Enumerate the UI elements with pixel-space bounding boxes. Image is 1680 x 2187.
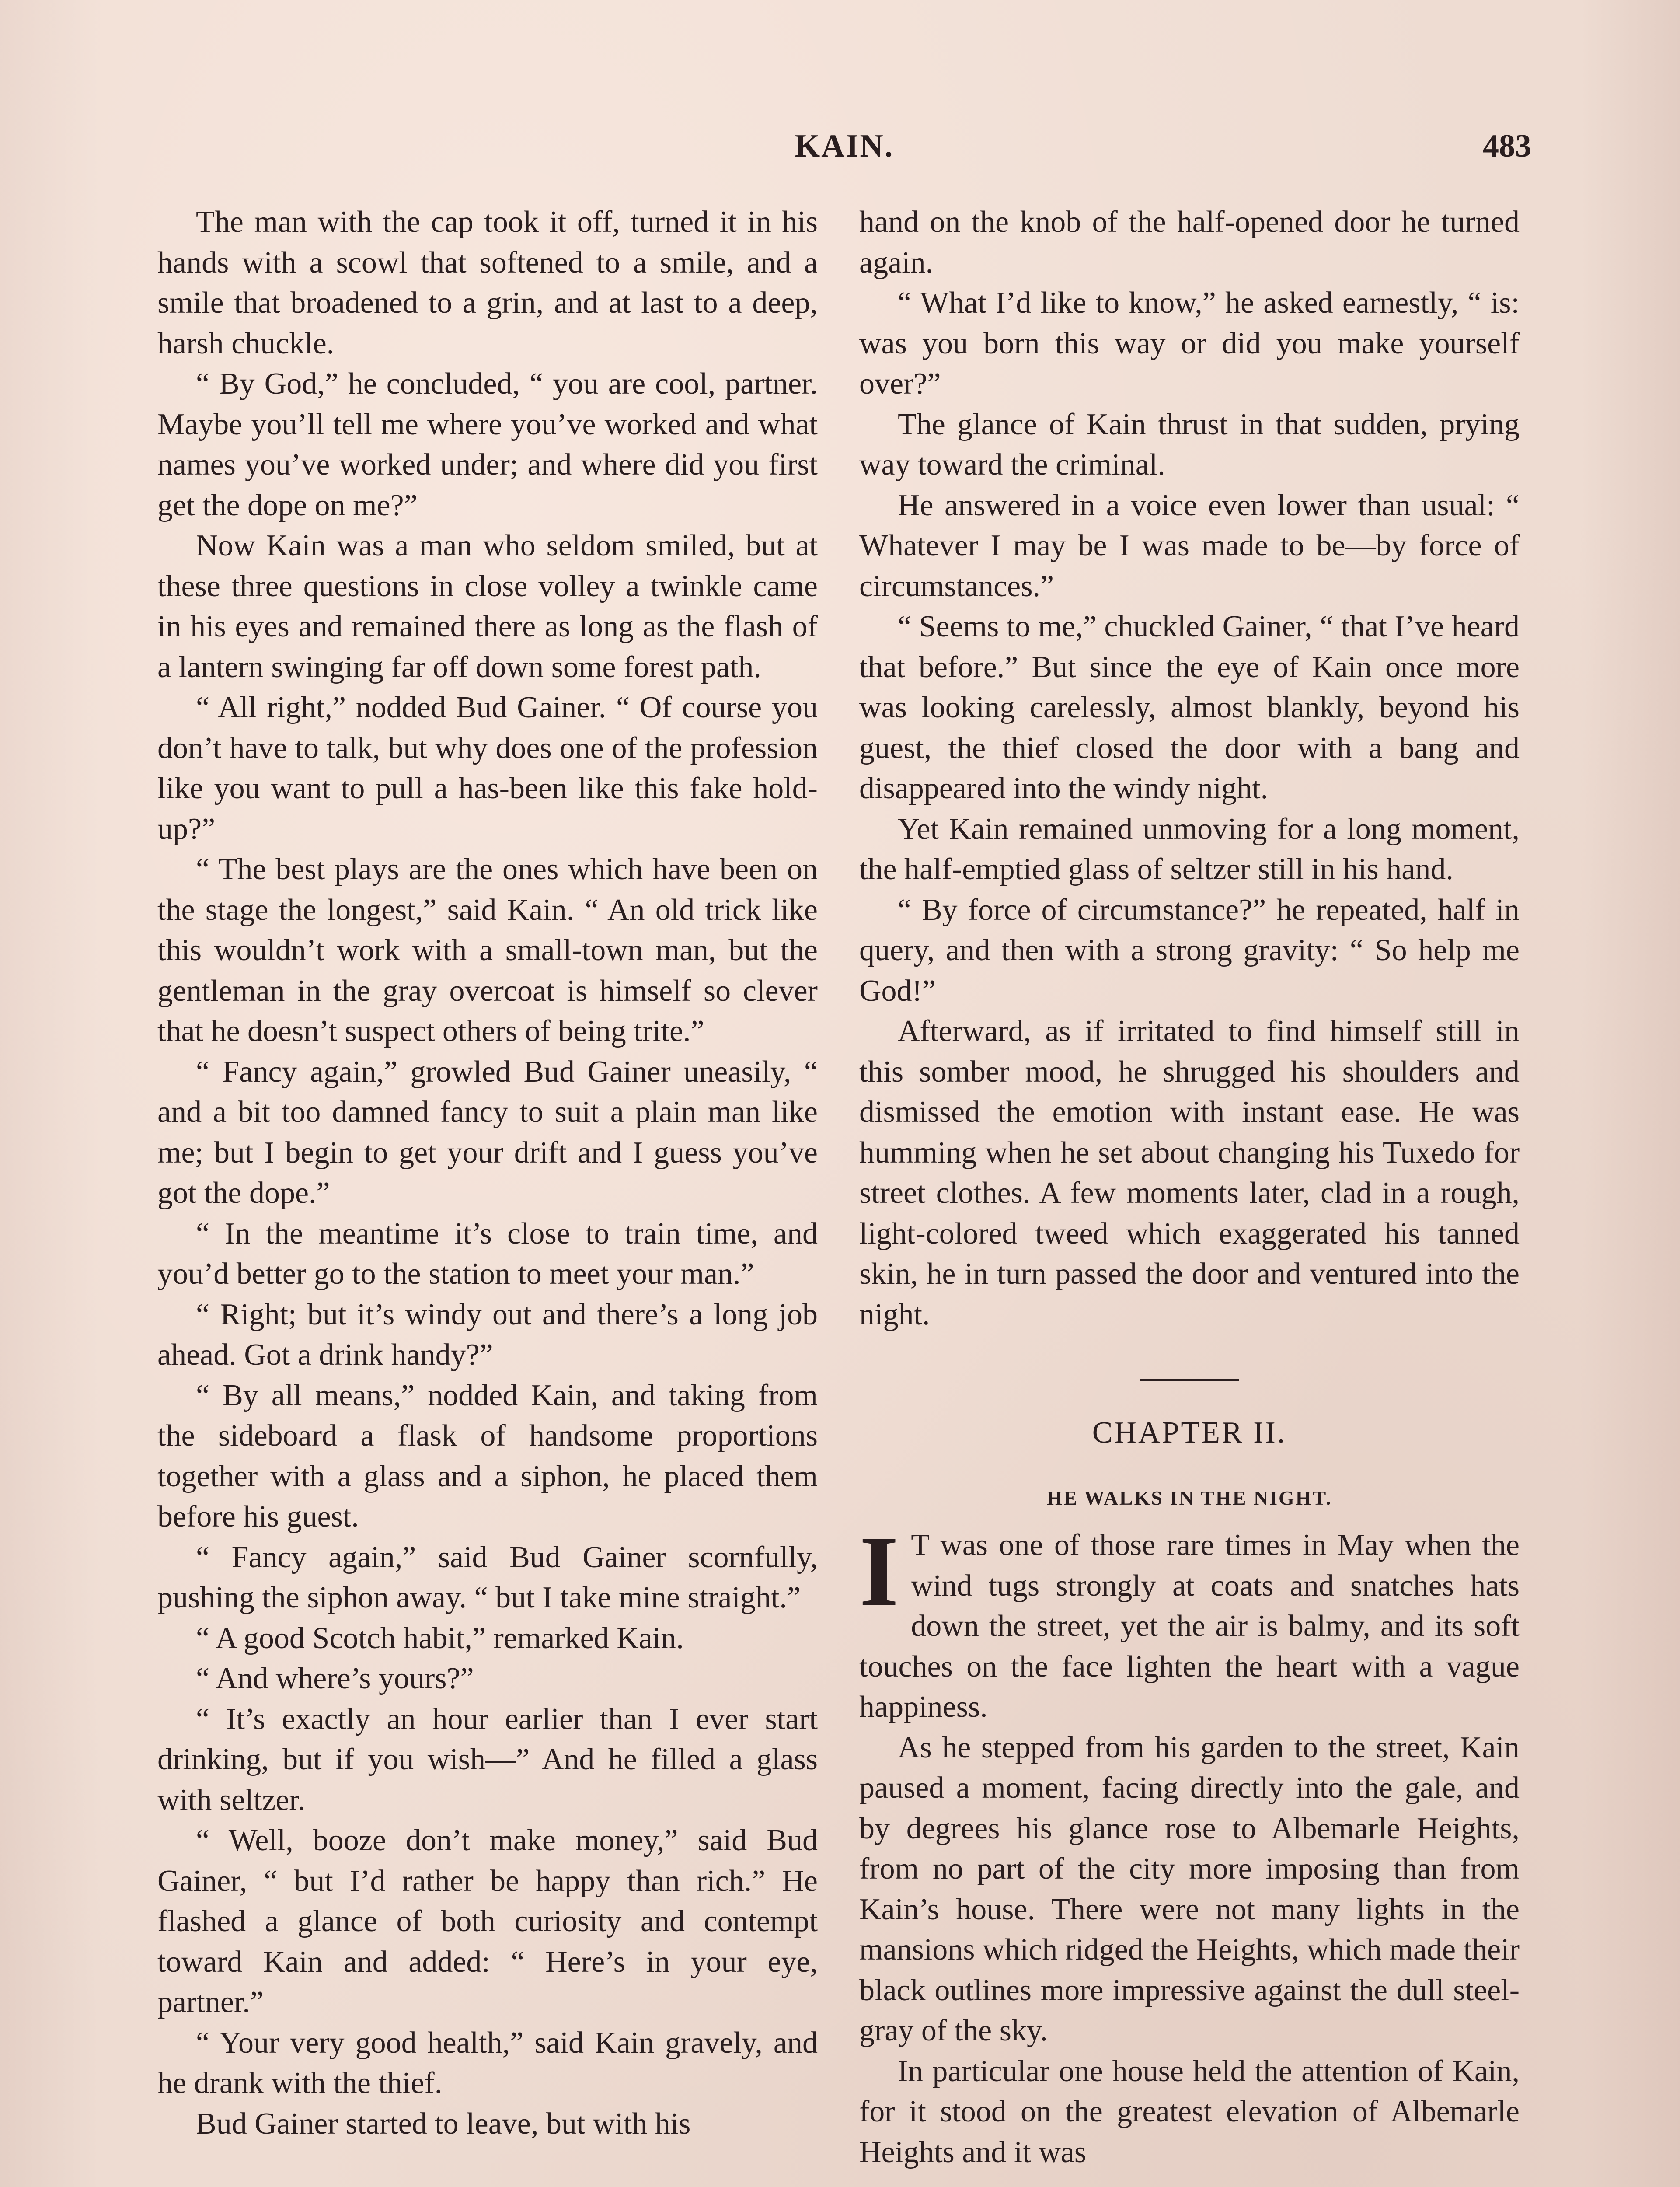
paragraph: In particular one house held the attention of Kain, for it stood on the greatest elevation of Albemarle Heights and it was xyxy=(859,2054,1520,2169)
left-column xyxy=(157,202,818,2187)
section-divider xyxy=(1140,1379,1239,1381)
chapter-subtitle: HE WALKS IN THE NIGHT. xyxy=(1046,1486,1332,1509)
page-header xyxy=(157,128,1531,171)
paragraph: Bud Gainer started to leave, but with his xyxy=(196,2107,691,2141)
paragraph: Now Kain was a man who seldom smiled, but at these three questions in close volley a twinkle came in his eyes and remained there as long as the flash of a lantern swinging far off down some forest path. xyxy=(157,529,818,684)
paragraph: “ And where’s yours?” xyxy=(196,1662,474,1695)
paragraph: “ Well, booze don’t make money,” said Bud Gainer, “ but I’d rather be happy than rich.” He flashed a glance of both curiosity and contempt toward Kain and added: “ Here’s in your eye, partner.” xyxy=(157,1824,818,2019)
paragraph: He answered in a voice even lower than usual: “ Whatever I may be I was made to be—by force of circumstances.” xyxy=(859,488,1520,603)
paragraph: “ Your very good health,” said Kain gravely, and he drank with the thief. xyxy=(157,2026,818,2100)
paragraph: “ By force of circumstance?” he repeated, half in query, and then with a strong gravity: “ So help me God!” xyxy=(859,893,1520,1008)
paragraph: “ In the meantime it’s close to train time, and you’d better go to the station to meet your man.” xyxy=(157,1216,818,1291)
paragraph: “ Fancy again,” said Bud Gainer scornfully, pushing the siphon away. “ but I take mine straight.” xyxy=(157,1540,818,1614)
paragraph: “ Fancy again,” growled Bud Gainer uneasily, “ and a bit too damned fancy to suit a plain man like me; but I begin to get your drift and I guess you’ve got the dope.” xyxy=(157,1055,818,1210)
paragraph: “ A good Scotch habit,” remarked Kain. xyxy=(196,1621,684,1655)
paragraph: “ Seems to me,” chuckled Gainer, “ that I’ve heard that before.” But since the eye of Kain once more was looking carelessly, almost blankly, beyond his guest, the thief closed the door with a bang and disappeared into the windy night. xyxy=(859,610,1520,805)
running-head: KAIN. xyxy=(795,128,894,164)
paragraph: “ All right,” nodded Bud Gainer. “ Of course you don’t have to talk, but why does one of the profession like you want to pull a has-been like this fake hold-up?” xyxy=(157,691,818,846)
chapter-opening-paragraph xyxy=(859,1515,1520,1728)
opening-text: T was one of those rare times in May when the wind tugs strongly at coats and snatches hats down the street, yet the air is balmy, and its soft touches on the face lighten the heart with a vague happiness. xyxy=(859,1528,1520,1724)
paragraph: “ It’s exactly an hour earlier than I ever start drinking, but if you wish—” And he filled a glass with seltzer. xyxy=(157,1702,818,1817)
paragraph: “ The best plays are the ones which have been on the stage the longest,” said Kain. “ An old trick like this wouldn’t work with a small-town man, but the gentleman in the gray overcoat is himself so clever that he doesn’t suspect others of being trite.” xyxy=(157,852,818,1048)
paragraph: Yet Kain remained unmoving for a long moment, the half-emptied glass of seltzer still in his hand. xyxy=(859,812,1520,886)
page-number: 483 xyxy=(1483,128,1531,164)
paragraph: “ What I’d like to know,” he asked earnestly, “ is: was you born this way or did you make yourself over?” xyxy=(859,286,1520,401)
paragraph: The glance of Kain thrust in that sudden, prying way toward the criminal. xyxy=(859,407,1520,482)
paragraph: Afterward, as if irritated to find himself still in this somber mood, he shrugged his shoulders and dismissed the emotion with instant ease. He was humming when he set about changing his Tuxedo for street clothes. A few moments later, clad in a rough, light-colored tweed which exaggerated his tanned skin, he in turn passed the door and ventured into the night. xyxy=(859,1014,1520,1331)
drop-cap: I xyxy=(859,1515,899,1628)
paragraph: As he stepped from his garden to the street, Kain paused a moment, facing directly into the gale, and by degrees his glance rose to Albemarle Heights, from no part of the city more imposing than from Kain’s house. There were not many lights in the mansions which ridged the Heights, which made their black outlines more impressive against the dull steel-gray of the sky. xyxy=(859,1730,1520,2047)
right-column xyxy=(859,202,1520,2187)
paragraph: “ By all means,” nodded Kain, and taking from the sideboard a flask of handsome proportions together with a glass and a siphon, he placed them before his guest. xyxy=(157,1378,818,1534)
paragraph: The man with the cap took it off, turned it in his hands with a scowl that softened to a smile, and a smile that broadened to a grin, and at last to a deep, harsh chuckle. xyxy=(157,205,818,360)
continued-paragraph: hand on the knob of the half-opened door he turned again. xyxy=(859,205,1520,279)
paragraph: “ By God,” he concluded, “ you are cool, partner. Maybe you’ll tell me where you’ve worked and what names you’ve worked under; and where did you first get the dope on me?” xyxy=(157,367,818,522)
paragraph: “ Right; but it’s windy out and there’s a long job ahead. Got a drink handy?” xyxy=(157,1297,818,1372)
chapter-title: CHAPTER II. xyxy=(1092,1416,1287,1450)
